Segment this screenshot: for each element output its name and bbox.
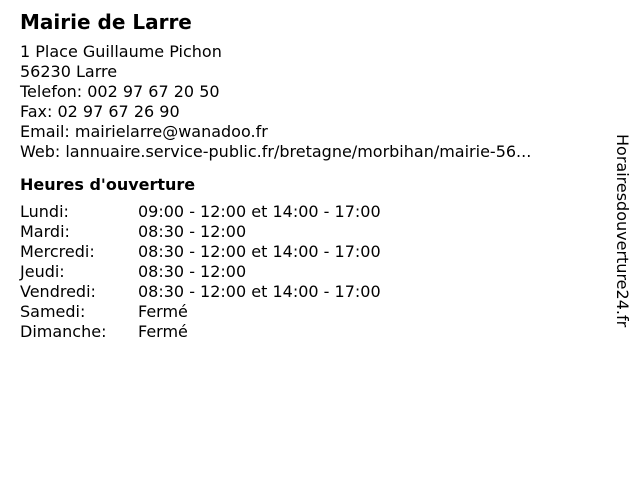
time-value: 09:00 - 12:00 et 14:00 - 17:00 xyxy=(138,202,381,221)
address-line-street: 1 Place Guillaume Pichon xyxy=(20,42,222,61)
place-name: Mairie de Larre xyxy=(20,10,192,34)
hours-row-monday xyxy=(20,202,600,222)
fax-line: Fax: 02 97 67 26 90 xyxy=(20,102,180,121)
day-label: Lundi: xyxy=(20,202,69,221)
day-label: Mardi: xyxy=(20,222,70,241)
time-value: 08:30 - 12:00 xyxy=(138,222,247,241)
opening-hours-heading: Heures d'ouverture xyxy=(20,175,196,194)
business-card xyxy=(20,10,600,342)
day-label: Mercredi: xyxy=(20,242,95,261)
time-value: 08:30 - 12:00 et 14:00 - 17:00 xyxy=(138,242,381,261)
time-value: 08:30 - 12:00 et 14:00 - 17:00 xyxy=(138,282,381,301)
phone-line: Telefon: 002 97 67 20 50 xyxy=(20,82,220,101)
hours-row-saturday xyxy=(20,302,600,322)
email-line: Email: mairielarre@wanadoo.fr xyxy=(20,122,268,141)
day-label: Dimanche: xyxy=(20,322,107,341)
address-line-city: 56230 Larre xyxy=(20,62,118,81)
hours-row-tuesday xyxy=(20,222,600,242)
hours-row-wednesday xyxy=(20,242,600,262)
hours-row-thursday xyxy=(20,262,600,282)
web-line: Web: lannuaire.service-public.fr/bretagne/morbihan/mairie-56... xyxy=(20,142,532,161)
time-value: Fermé xyxy=(138,322,188,341)
time-value: Fermé xyxy=(138,302,188,321)
day-label: Samedi: xyxy=(20,302,86,321)
day-label: Jeudi: xyxy=(20,262,65,281)
hours-row-sunday xyxy=(20,322,600,342)
hours-row-friday xyxy=(20,282,600,302)
site-watermark: Horairesdouverture24.fr xyxy=(613,134,632,328)
time-value: 08:30 - 12:00 xyxy=(138,262,247,281)
day-label: Vendredi: xyxy=(20,282,96,301)
